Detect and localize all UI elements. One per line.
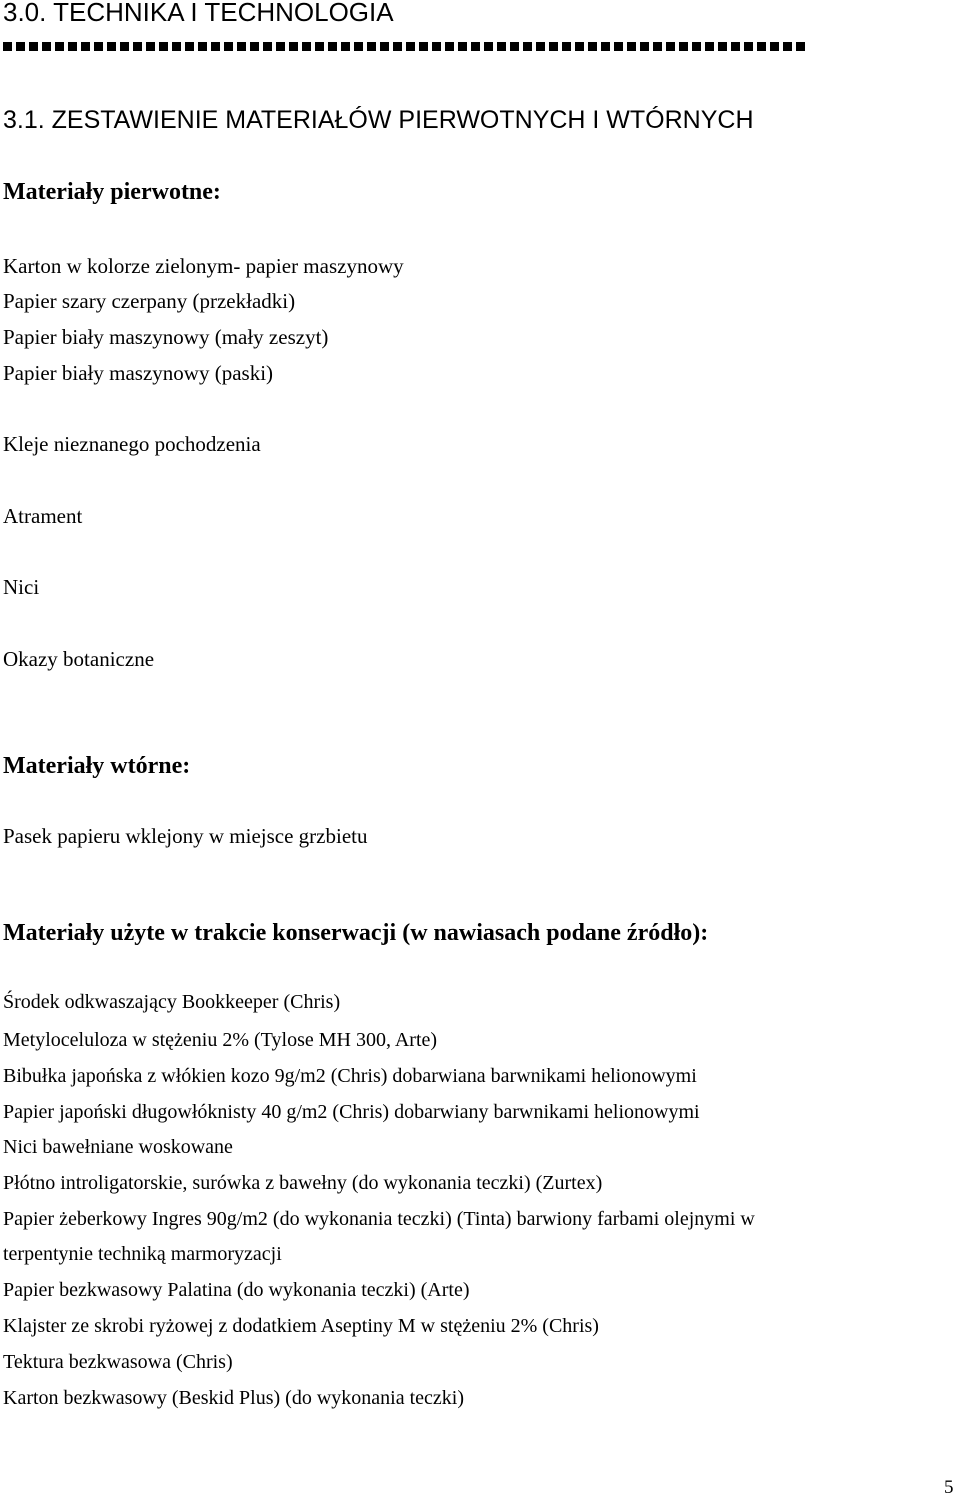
primary-item-thread: Nici <box>3 575 40 599</box>
conservation-item: Tektura bezkwasowa (Chris) <box>3 1351 233 1373</box>
conservation-item: terpentynie techniką marmoryzacji <box>3 1243 282 1265</box>
conservation-item: Papier japoński długowłóknisty 40 g/m2 (Chris) dobarwiany barwnikami helionowymi <box>3 1101 700 1123</box>
primary-item-ink: Atrament <box>3 504 83 528</box>
conservation-item: Karton bezkwasowy (Beskid Plus) (do wykonania teczki) <box>3 1387 464 1409</box>
conservation-item: Bibułka japońska z włókien kozo 9g/m2 (Chris) dobarwiana barwnikami helionowymi <box>3 1065 697 1087</box>
primary-item: Papier biały maszynowy (paski) <box>3 361 274 385</box>
primary-item: Papier szary czerpany (przekładki) <box>3 289 296 313</box>
secondary-item: Pasek papieru wklejony w miejsce grzbietu <box>3 824 368 848</box>
primary-item: Karton w kolorze zielonym- papier maszynowy <box>3 254 404 278</box>
primary-item-glue: Kleje nieznanego pochodzenia <box>3 432 261 456</box>
conservation-item: Klajster ze skrobi ryżowej z dodatkiem Aseptiny M w stężeniu 2% (Chris) <box>3 1315 599 1337</box>
section-title: 3.1. ZESTAWIENIE MATERIAŁÓW PIERWOTNYCH I WTÓRNYCH <box>3 106 754 134</box>
conservation-item: Płótno introligatorskie, surówka z bawełny (do wykonania teczki) (Zurtex) <box>3 1172 603 1194</box>
conservation-item: Papier żeberkowy Ingres 90g/m2 (do wykonania teczki) (Tinta) barwiony farbami olejnymi w <box>3 1208 755 1230</box>
conservation-item: Papier bezkwasowy Palatina (do wykonania teczki) (Arte) <box>3 1279 470 1301</box>
conservation-item: Metyloceluloza w stężeniu 2% (Tylose MH 300, Arte) <box>3 1029 438 1051</box>
secondary-materials-title: Materiały wtórne: <box>3 753 191 779</box>
heading-rule <box>3 42 806 51</box>
page-number: 5 <box>944 1477 954 1498</box>
conservation-materials-title: Materiały użyte w trakcie konserwacji (w nawiasach podane źródło): <box>3 920 709 946</box>
primary-item-botanical: Okazy botaniczne <box>3 647 155 671</box>
primary-materials-title: Materiały pierwotne: <box>3 179 221 205</box>
conservation-item: Nici bawełniane woskowane <box>3 1136 233 1158</box>
conservation-item: Środek odkwaszający Bookkeeper (Chris) <box>3 991 341 1013</box>
primary-item: Papier biały maszynowy (mały zeszyt) <box>3 325 329 349</box>
chapter-heading: 3.0. TECHNIKA I TECHNOLOGIA <box>3 0 394 27</box>
